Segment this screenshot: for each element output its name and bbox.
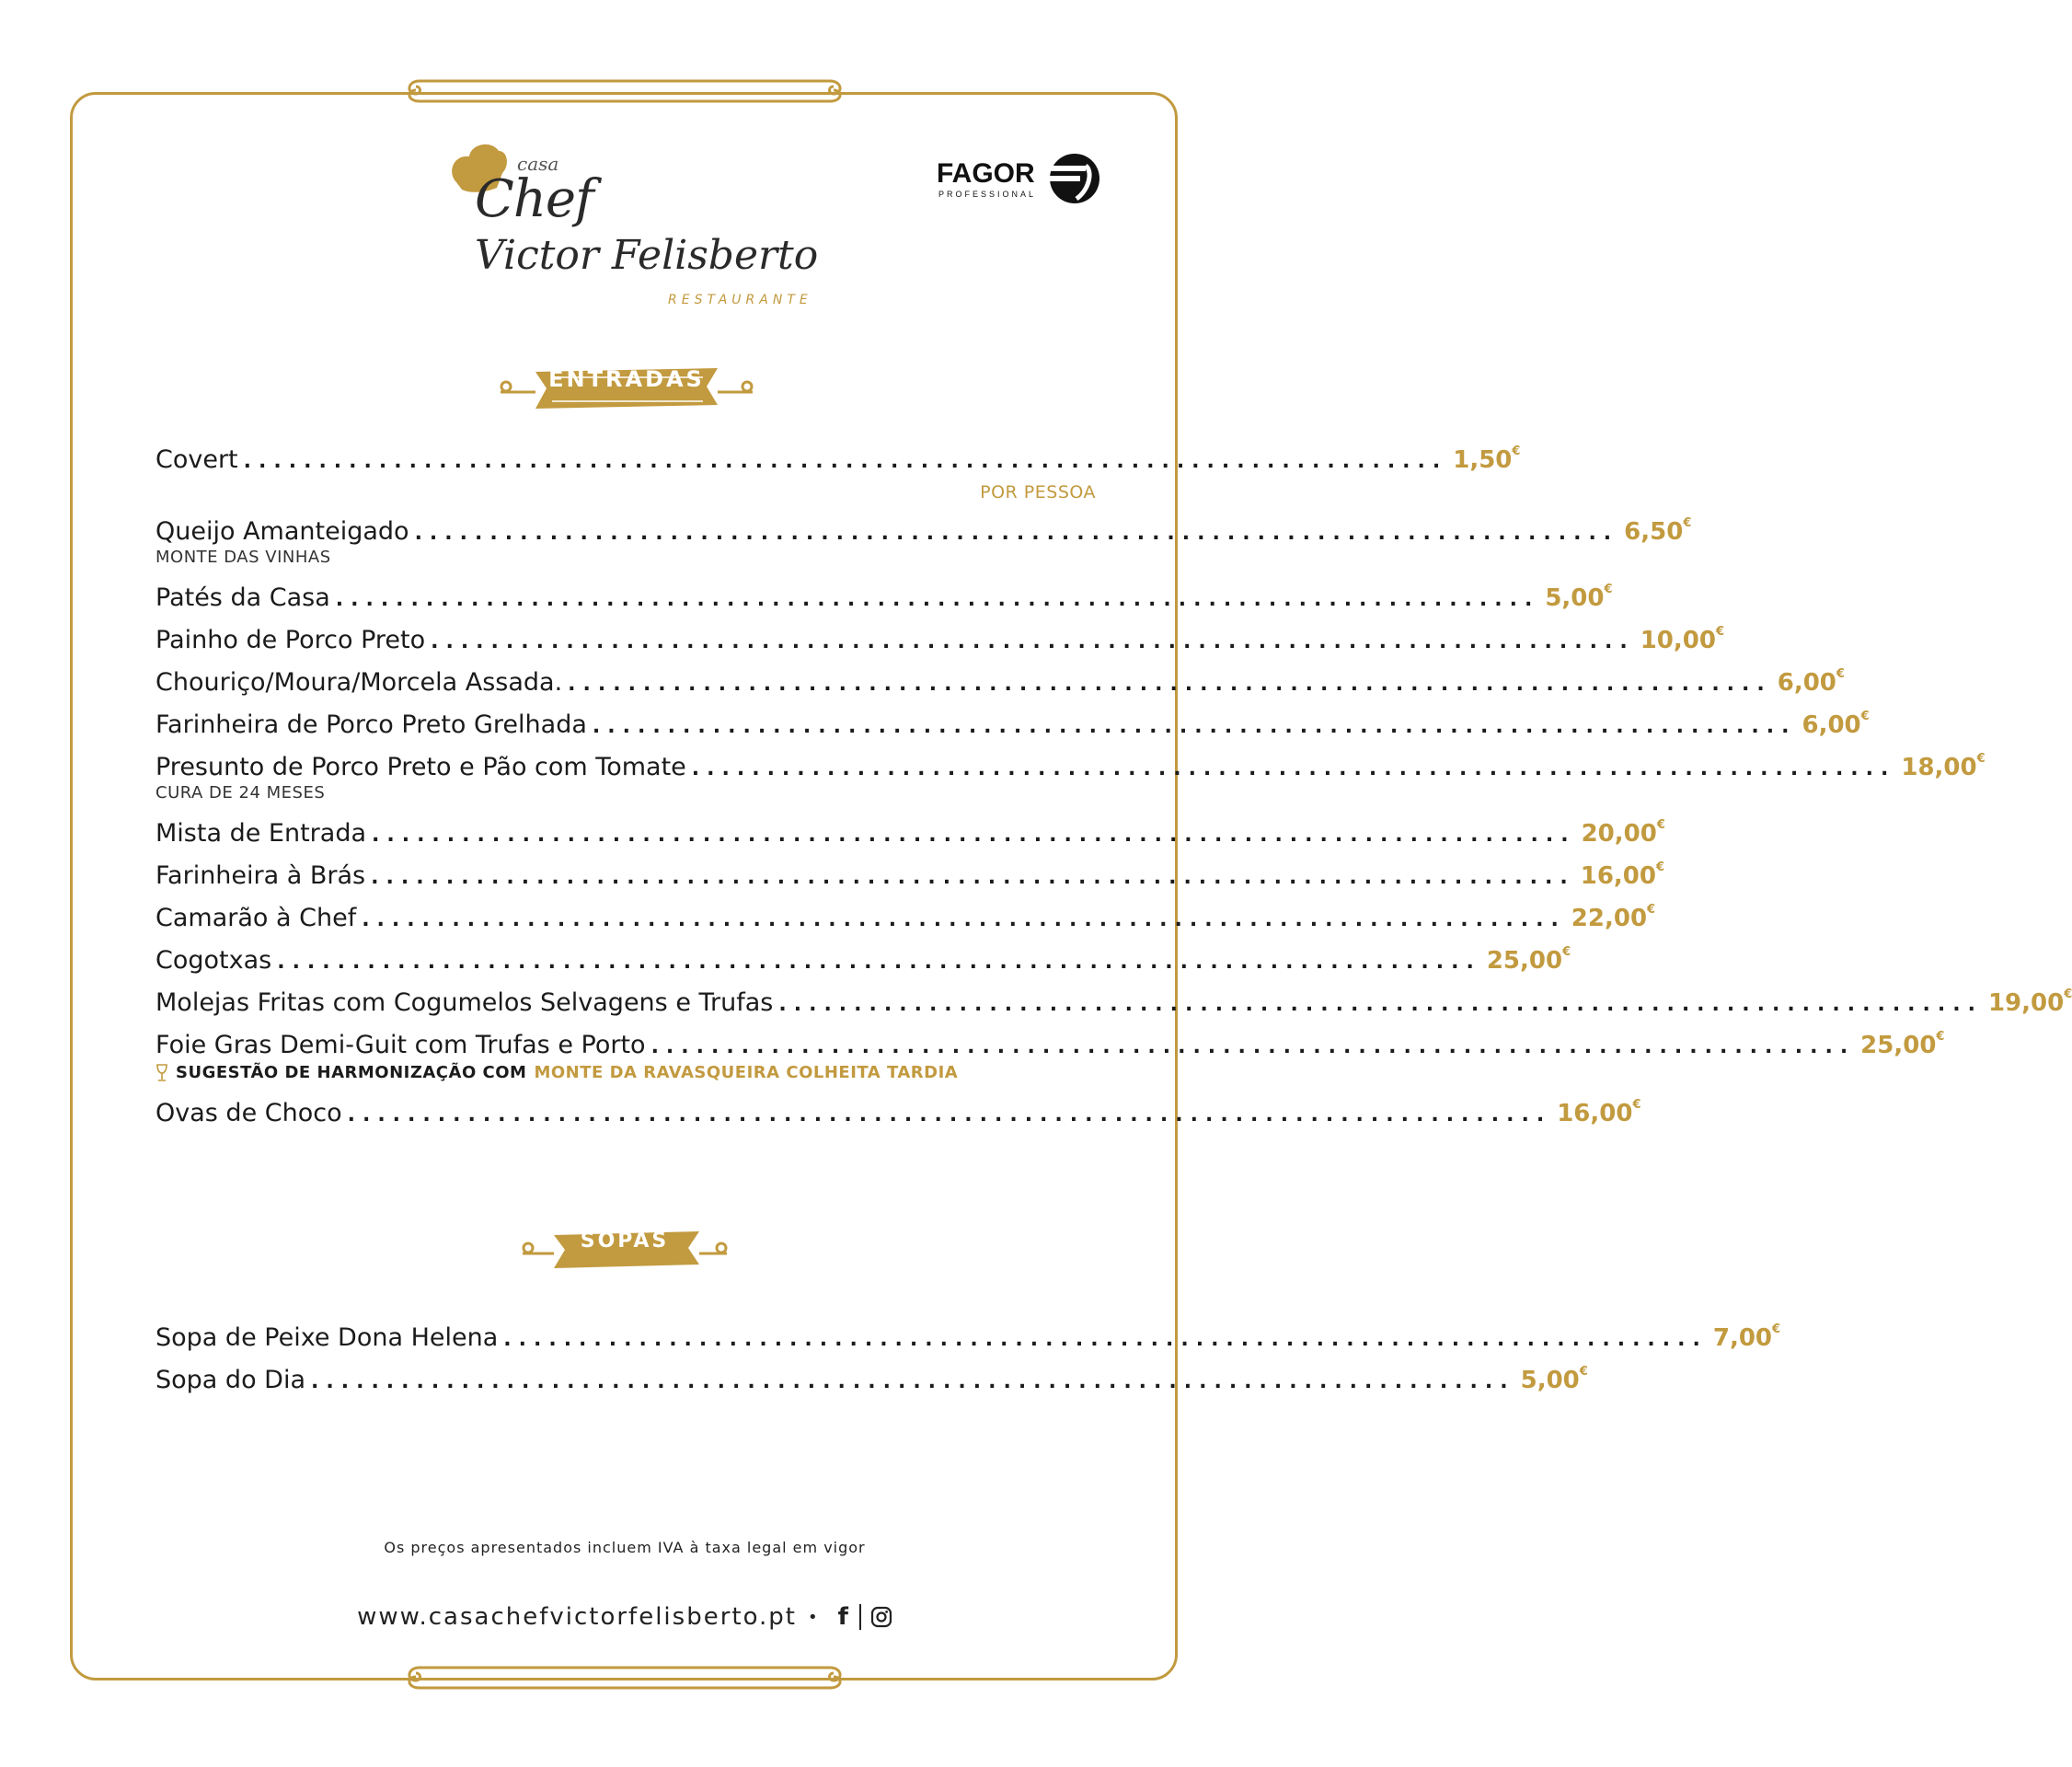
menu-item: [155, 516, 1692, 567]
menu-item: [155, 752, 1986, 803]
item-dots: ................................................................................: [650, 1035, 1856, 1058]
item-dots: ................................................................................: [311, 1370, 1515, 1393]
item-note: CURA DE 24 MESES: [155, 783, 326, 803]
item-price: 1,50€: [1453, 445, 1521, 474]
menu-item: [155, 445, 1521, 502]
menu-item: [155, 1365, 1588, 1394]
logo-casa: casa: [517, 153, 559, 175]
menu-item: [155, 987, 2072, 1017]
menu-item: [155, 818, 1665, 848]
logo-name: Victor Felisberto: [475, 232, 819, 279]
item-per-person: POR PESSOA: [980, 482, 1096, 502]
section-title-sopas: SOPAS: [580, 1230, 670, 1253]
item-dots: ................................................................................: [414, 522, 1619, 545]
item-dots: ................................................................................: [568, 673, 1772, 696]
item-name: Patés da Casa: [155, 583, 330, 612]
item-name: Sopa do Dia: [155, 1366, 306, 1394]
item-name: Molejas Fritas com Cogumelos Selvagens e Trufas: [155, 988, 774, 1017]
website-link[interactable]: www.casachefvictorfelisberto.pt: [357, 1603, 797, 1631]
item-dots: ................................................................................: [371, 866, 1575, 889]
item-name: Painho de Porco Preto: [155, 626, 426, 654]
item-name: Farinheira à Brás: [155, 861, 366, 890]
item-price: 5,00€: [1520, 1365, 1588, 1394]
item-price: 10,00€: [1640, 625, 1724, 654]
menu-item: [155, 583, 1613, 612]
footer-links: [0, 1603, 1249, 1631]
logo-subtitle: RESTAURANTE: [668, 293, 812, 307]
item-name: Chouriço/Moura/Morcela Assada.: [155, 668, 563, 697]
item-dots: ................................................................................: [592, 715, 1797, 738]
item-price: 20,00€: [1581, 818, 1665, 848]
partner-logo: [937, 153, 1102, 208]
menu-item: [155, 1322, 1781, 1352]
item-dots: ................................................................................: [243, 450, 1448, 473]
vat-note: Os preços apresentados incluem IVA à taxa legal em vigor: [384, 1539, 866, 1556]
item-name: Covert: [155, 445, 238, 474]
item-dots: ................................................................................: [362, 908, 1566, 931]
item-dots: ................................................................................: [778, 993, 1983, 1016]
item-price: 25,00€: [1860, 1030, 1945, 1059]
item-price: 19,00€: [1987, 987, 2072, 1017]
menu-item: [155, 945, 1571, 975]
menu-item: [155, 1030, 1945, 1082]
item-name: Foie Gras Demi-Guit com Trufas e Porto: [155, 1031, 646, 1059]
item-price: 6,50€: [1624, 516, 1692, 546]
menu-item: [155, 625, 1724, 654]
fagor-mark-icon: [1049, 153, 1100, 204]
instagram-icon[interactable]: [870, 1606, 892, 1628]
pairing-wine: MONTE DA RAVASQUEIRA COLHEITA TARDIA: [534, 1063, 959, 1082]
item-price: 6,00€: [1777, 667, 1845, 697]
menu-item: [155, 903, 1656, 932]
item-name: Mista de Entrada: [155, 819, 366, 848]
item-name: Cogotxas: [155, 946, 272, 975]
pairing-label: SUGESTÃO DE HARMONIZAÇÃO COM: [176, 1063, 527, 1082]
item-price: 18,00€: [1901, 752, 1986, 781]
item-dots: ................................................................................: [277, 951, 1481, 974]
item-price: 22,00€: [1571, 903, 1656, 932]
item-name: Camarão à Chef: [155, 904, 357, 932]
section-title-entradas: ENTRADAS: [548, 366, 705, 392]
item-price: 16,00€: [1557, 1098, 1641, 1127]
logo-chef: Chef: [475, 169, 593, 229]
partner-name: FAGOR: [937, 158, 1035, 189]
item-price: 6,00€: [1801, 710, 1870, 739]
item-name: Queijo Amanteigado: [155, 517, 409, 546]
item-price: 25,00€: [1486, 945, 1571, 975]
item-dots: ................................................................................: [691, 757, 1896, 780]
footer-separator: •: [808, 1607, 820, 1627]
item-name: Ovas de Choco: [155, 1099, 342, 1127]
menu-item: [155, 860, 1665, 890]
menu-item: [155, 710, 1870, 739]
item-dots: ................................................................................: [503, 1328, 1708, 1351]
menu-item: [155, 667, 1845, 697]
wine-glass-icon: [155, 1064, 168, 1082]
partner-sub: PROFESSIONAL: [938, 190, 1037, 199]
scroll-ornament-bottom: [401, 1657, 848, 1699]
icon-divider: [859, 1604, 861, 1630]
wine-pairing: [155, 1063, 1096, 1082]
item-dots: ................................................................................: [335, 588, 1540, 611]
restaurant-logo: [447, 136, 819, 311]
item-name: Presunto de Porco Preto e Pão com Tomate: [155, 753, 686, 781]
menu-item: [155, 1098, 1641, 1127]
item-name: Sopa de Peixe Dona Helena: [155, 1323, 499, 1352]
scroll-ornament-top: [401, 70, 848, 112]
item-price: 16,00€: [1580, 860, 1665, 890]
item-note: MONTE DAS VINHAS: [155, 548, 331, 567]
item-price: 5,00€: [1545, 583, 1613, 612]
facebook-icon[interactable]: f: [837, 1603, 850, 1631]
item-name: Farinheira de Porco Preto Grelhada: [155, 710, 587, 739]
item-dots: ................................................................................: [431, 630, 1635, 653]
item-dots: ................................................................................: [372, 824, 1576, 847]
item-price: 7,00€: [1712, 1322, 1781, 1352]
item-dots: ................................................................................: [347, 1103, 1552, 1126]
